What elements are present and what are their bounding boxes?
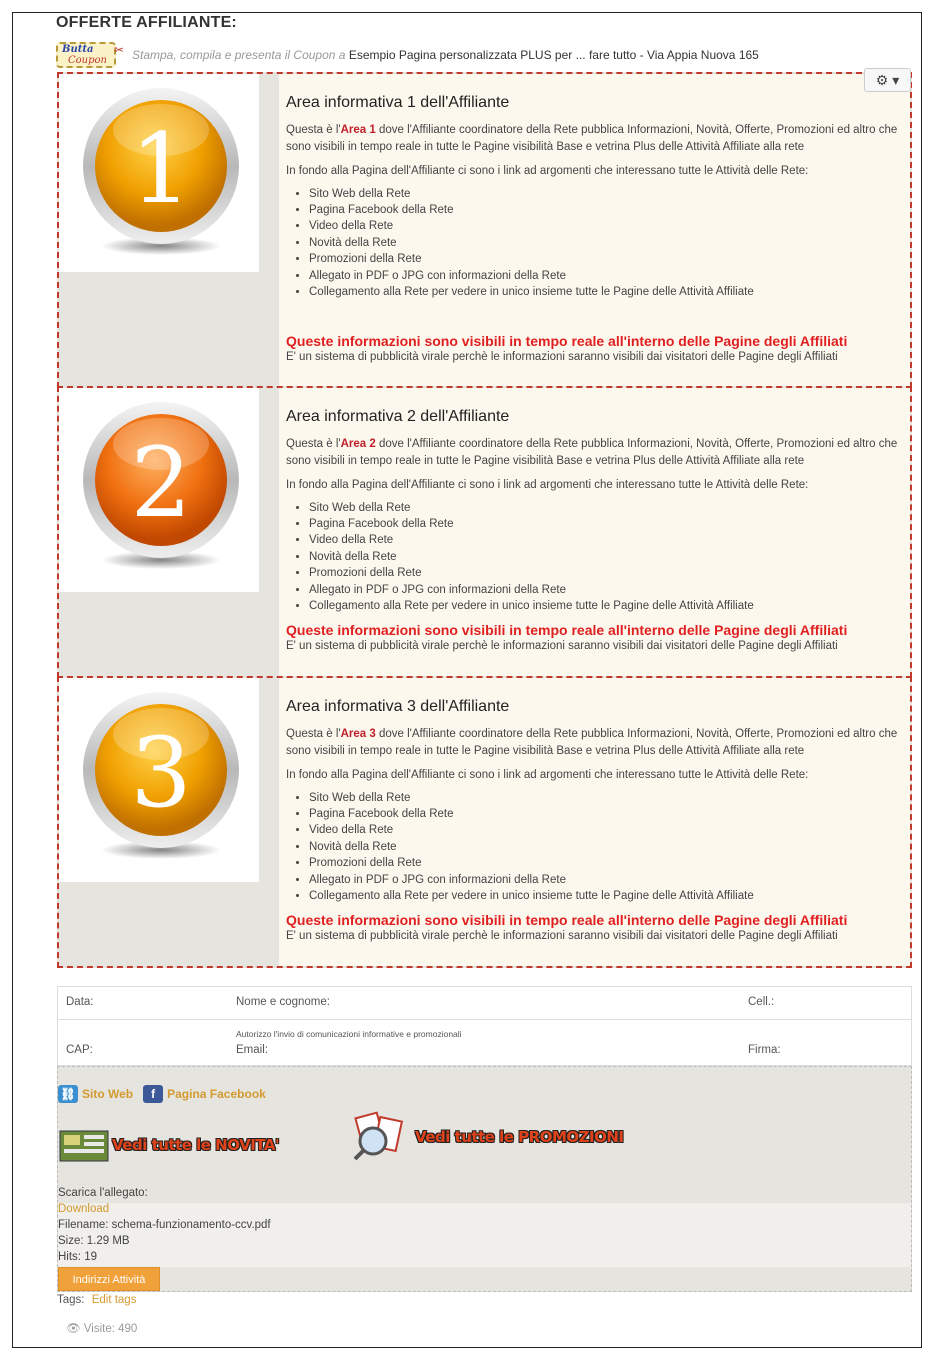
promozioni-label: Vedi tutte le PROMOZIONI: [415, 1128, 624, 1146]
list-item: • Pagina Facebook della Rete: [309, 516, 902, 532]
sito-web-link[interactable]: Sito Web: [82, 1087, 134, 1101]
novita-label: Vedi tutte le NOVITA': [112, 1136, 280, 1154]
list-item: • Collegamento alla Rete per vedere in unico insieme tutte le Pagine delle Attività Affiliate: [309, 888, 902, 904]
list-item: • Sito Web della Rete: [309, 790, 902, 806]
settings-gear-button[interactable]: ⚙ ▾: [864, 68, 911, 92]
list-item: • Promozioni della Rete: [309, 251, 902, 267]
download-link[interactable]: Download: [58, 1203, 110, 1215]
attachment-heading: Scarica l'allegato:: [58, 1187, 148, 1199]
list-item: • Novità della Rete: [309, 549, 902, 565]
area-intro: Questa è l'Area 1 dove l'Affiliante coordinatore della Rete pubblica Informazioni, Novità, Offerte, Promozioni ed altro che sono visibili in tempo reale in tutte le Pagine visibilità Base e vetrina Plus delle Attività Affiliate alla rete: [286, 124, 898, 153]
facebook-link[interactable]: Pagina Facebook: [167, 1087, 266, 1101]
indirizzi-attivita-button[interactable]: Indirizzi Attività: [58, 1267, 160, 1291]
email-field[interactable]: Email:: [236, 1044, 268, 1056]
number-3-icon: [81, 692, 241, 862]
svg-text:2: 2: [130, 427, 192, 539]
number-2-image: [59, 388, 259, 592]
area-highlight: Queste informazioni sono visibili in tempo reale all'interno delle Pagine degli Affiliati: [286, 912, 848, 929]
coupon-form: [57, 986, 912, 1066]
info-area-2: [57, 386, 912, 678]
visits-counter: [66, 1321, 137, 1335]
list-item: • Allegato in PDF o JPG con informazioni della Rete: [309, 268, 902, 284]
attachment-info: [58, 1185, 271, 1265]
novita-banner[interactable]: [58, 1125, 279, 1165]
list-item: • Video della Rete: [309, 532, 902, 548]
list-item: • Promozioni della Rete: [309, 855, 902, 871]
area-note: E' un sistema di pubblicità virale perchè le informazioni saranno visibili dai visitatori delle Pagine degli Affiliati: [286, 930, 838, 943]
coupon-instruction: Stampa, compila e presenta il Coupon a: [132, 48, 346, 62]
area-title: Area informativa 3 dell'Affiliante: [286, 698, 510, 715]
number-1-image: [59, 74, 259, 272]
page-title: OFFERTE AFFILIANTE:: [56, 14, 237, 31]
social-links: [58, 1085, 266, 1103]
area-highlight: Queste informazioni sono visibili in tempo reale all'interno delle Pagine degli Affiliati: [286, 622, 848, 639]
promo-icon: [351, 1111, 415, 1163]
facebook-icon: f: [143, 1085, 163, 1103]
consent-text: Autorizzo l'invio di comunicazioni informative e promozionali: [236, 1029, 462, 1039]
svg-text:1: 1: [130, 113, 192, 225]
svg-text:3: 3: [130, 717, 192, 829]
list-item: • Pagina Facebook della Rete: [309, 202, 902, 218]
coupon-logo: Butta Coupon ✂: [56, 41, 128, 69]
form-row: [58, 987, 911, 1020]
cell-field[interactable]: Cell.:: [748, 996, 775, 1008]
number-1-icon: [81, 88, 241, 258]
cap-field[interactable]: CAP:: [66, 1044, 93, 1056]
links-panel: [57, 1066, 912, 1292]
area-title: Area informativa 1 dell'Affiliante: [286, 94, 510, 111]
list-item: • Novità della Rete: [309, 839, 902, 855]
list-item: • Sito Web della Rete: [309, 500, 902, 516]
number-3-image: [59, 678, 259, 882]
number-2-icon: [81, 402, 241, 572]
list-item: • Collegamento alla Rete per vedere in unico insieme tutte le Pagine delle Attività Affiliate: [309, 598, 902, 614]
promozioni-banner[interactable]: [351, 1111, 624, 1163]
list-item: • Video della Rete: [309, 822, 902, 838]
gear-icon: ⚙: [875, 72, 889, 88]
list-item: • Allegato in PDF o JPG con informazioni della Rete: [309, 872, 902, 888]
list-item: • Sito Web della Rete: [309, 186, 902, 202]
area-highlight: Queste informazioni sono visibili in tempo reale all'interno delle Pagine degli Affiliati: [286, 333, 848, 350]
area-links-intro: In fondo alla Pagina dell'Affiliante ci sono i link ad argomenti che interessano tutte le Attività delle Rete:: [286, 769, 809, 781]
tags-label: Tags:: [57, 1294, 85, 1306]
info-area-1: [57, 72, 912, 388]
visits-label: Visite: 490: [83, 1323, 138, 1335]
area-intro: Questa è l'Area 2 dove l'Affiliante coordinatore della Rete pubblica Informazioni, Novità, Offerte, Promozioni ed altro che sono visibili in tempo reale in tutte le Pagine visibilità Base e vetrina Plus delle Attività Affiliate alla rete: [286, 438, 898, 467]
list-item: • Novità della Rete: [309, 235, 902, 251]
link-icon: ⛓: [58, 1085, 78, 1103]
info-area-3: [57, 676, 912, 968]
area-links-intro: In fondo alla Pagina dell'Affiliante ci sono i link ad argomenti che interessano tutte le Attività delle Rete:: [286, 479, 809, 491]
area-list: [309, 790, 902, 905]
tags-row: [57, 1294, 136, 1306]
list-item: • Video della Rete: [309, 218, 902, 234]
name-field[interactable]: Nome e cognome:: [236, 996, 330, 1008]
eye-icon: 👁: [66, 1323, 81, 1335]
area-list: [309, 500, 902, 615]
list-item: • Collegamento alla Rete per vedere in unico insieme tutte le Pagine delle Attività Affiliate: [309, 284, 902, 300]
attachment-size: Size: 1.29 MB: [58, 1235, 130, 1247]
area-intro: Questa è l'Area 3 dove l'Affiliante coordinatore della Rete pubblica Informazioni, Novità, Offerte, Promozioni ed altro che sono visibili in tempo reale in tutte le Pagine visibilità Base e vetrina Plus delle Attività Affiliate alla rete: [286, 728, 898, 757]
coupon-business: Esempio Pagina personalizzata PLUS per ... fare tutto - Via Appia Nuova 165: [348, 48, 759, 62]
list-item: • Promozioni della Rete: [309, 565, 902, 581]
firma-field[interactable]: Firma:: [748, 1044, 781, 1056]
data-field[interactable]: Data:: [66, 996, 94, 1008]
scissors-icon: ✂: [114, 43, 125, 57]
list-item: • Pagina Facebook della Rete: [309, 806, 902, 822]
area-note: E' un sistema di pubblicità virale perchè le informazioni saranno visibili dai visitatori delle Pagine degli Affiliati: [286, 640, 838, 653]
area-links-intro: In fondo alla Pagina dell'Affiliante ci sono i link ad argomenti che interessano tutte le Attività delle Rete:: [286, 165, 809, 177]
edit-tags-link[interactable]: Edit tags: [91, 1294, 137, 1306]
news-icon: [58, 1125, 112, 1165]
list-item: • Allegato in PDF o JPG con informazioni della Rete: [309, 582, 902, 598]
attachment-hits: Hits: 19: [58, 1251, 97, 1263]
area-title: Area informativa 2 dell'Affiliante: [286, 408, 510, 425]
area-list: [309, 186, 902, 301]
coupon-line: [56, 40, 759, 70]
area-note: E' un sistema di pubblicità virale perchè le informazioni saranno visibili dai visitatori delle Pagine degli Affiliati: [286, 351, 838, 364]
attachment-filename: Filename: schema-funzionamento-ccv.pdf: [58, 1219, 271, 1231]
